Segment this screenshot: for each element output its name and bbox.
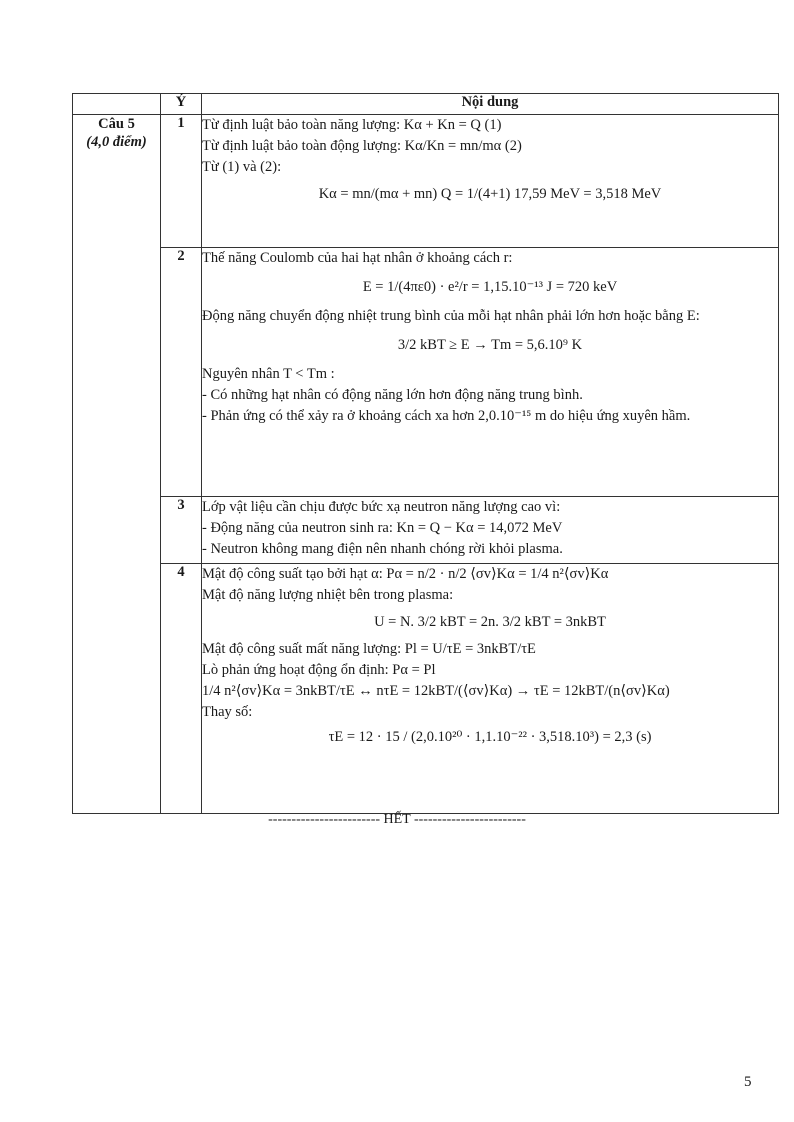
part4-line-loss: Mật độ công suất mất năng lượng: Pl = U/τE = 3nkBT/τE bbox=[202, 641, 536, 657]
part-row-3 bbox=[73, 497, 779, 564]
header-content: Nội dung bbox=[202, 94, 779, 115]
end-marker: ------------------------ HẾT ------------------------ bbox=[268, 812, 526, 827]
part-content-3 bbox=[202, 497, 779, 564]
part-id-2: 2 bbox=[161, 248, 202, 497]
part3-line-energy: - Động năng của neutron sinh ra: Kn = Q − Kα = 14,072 MeV bbox=[202, 520, 563, 536]
part-content-2 bbox=[202, 248, 779, 497]
part-row-2 bbox=[73, 248, 779, 497]
part-row-4 bbox=[73, 564, 779, 814]
part1-line-energy: Từ định luật bảo toàn năng lượng: Kα + Kn = Q (1) bbox=[202, 117, 502, 133]
part2-line-coulomb: Thế năng Coulomb của hai hạt nhân ở khoảng cách r: bbox=[202, 250, 513, 266]
part2-line-kinetic: Động năng chuyển động nhiệt trung bình của mỗi hạt nhân phải lớn hơn hoặc bằng E: bbox=[202, 308, 700, 324]
part4-line-thermal: Mật độ năng lượng nhiệt bên trong plasma: bbox=[202, 587, 454, 603]
part2-line-reason: Nguyên nhân T < Tm : bbox=[202, 366, 335, 382]
question-label: Câu 5 bbox=[98, 116, 135, 132]
part2-equation-energy: E = 1/(4πε0) · e²/r = 1,15.10⁻¹³ J = 720 keV bbox=[362, 279, 618, 295]
part1-line-momentum: Từ định luật bảo toàn động lượng: Kα/Kn = mn/mα (2) bbox=[202, 138, 522, 154]
part-id-3: 3 bbox=[161, 497, 202, 564]
part1-line-from: Từ (1) và (2): bbox=[202, 159, 282, 175]
part4-equation-result: τE = 12 · 15 / (2,0.10²⁰ · 1,1.10⁻²² · 3,518.10³) = 2,3 (s) bbox=[328, 729, 652, 745]
part4-line-tau: 1/4 n²⟨σv⟩Kα = 3nkBT/τE ↔ nτE = 12kBT/(⟨σv⟩Kα) → τE = 12kBT/(n⟨σv⟩Kα) bbox=[202, 683, 670, 699]
part4-equation-u: U = N. 3/2 kBT = 2n. 3/2 kBT = 3nkBT bbox=[374, 614, 606, 630]
part-id-4: 4 bbox=[161, 564, 202, 814]
part2-line-reason-a: - Có những hạt nhân có động năng lớn hơn động năng trung bình. bbox=[202, 387, 583, 403]
part-content-4 bbox=[202, 564, 779, 814]
part2-line-reason-b: - Phản ứng có thể xảy ra ở khoảng cách xa hơn 2,0.10⁻¹⁵ m do hiệu ứng xuyên hầm. bbox=[202, 408, 691, 424]
part3-line-material: Lớp vật liệu cần chịu được bức xạ neutron năng lượng cao vì: bbox=[202, 499, 561, 515]
table-header-row bbox=[73, 94, 779, 115]
part-id-1: 1 bbox=[161, 115, 202, 248]
part2-equation-temperature: 3/2 kBT ≥ E → Tm = 5,6.10⁹ K bbox=[397, 337, 583, 353]
answer-table bbox=[72, 93, 779, 814]
question-points: (4,0 điểm) bbox=[86, 134, 147, 150]
part4-line-stable: Lò phản ứng hoạt động ổn định: Pα = Pl bbox=[202, 662, 436, 678]
page-number: 5 bbox=[744, 1074, 752, 1090]
header-y: Ý bbox=[161, 94, 202, 115]
part-row-1 bbox=[73, 115, 779, 248]
header-blank bbox=[73, 94, 161, 115]
part-content-1 bbox=[202, 115, 779, 248]
part3-line-neutral: - Neutron không mang điện nên nhanh chóng rời khỏi plasma. bbox=[202, 541, 563, 557]
part4-line-power: Mật độ công suất tạo bởi hạt α: Pα = n/2 · n/2 ⟨σv⟩Kα = 1/4 n²⟨σv⟩Kα bbox=[202, 566, 609, 582]
part1-equation: Kα = mn/(mα + mn) Q = 1/(4+1) 17,59 MeV = 3,518 MeV bbox=[318, 186, 662, 202]
part4-line-substitute: Thay số: bbox=[202, 704, 253, 720]
question-cell bbox=[73, 115, 161, 814]
